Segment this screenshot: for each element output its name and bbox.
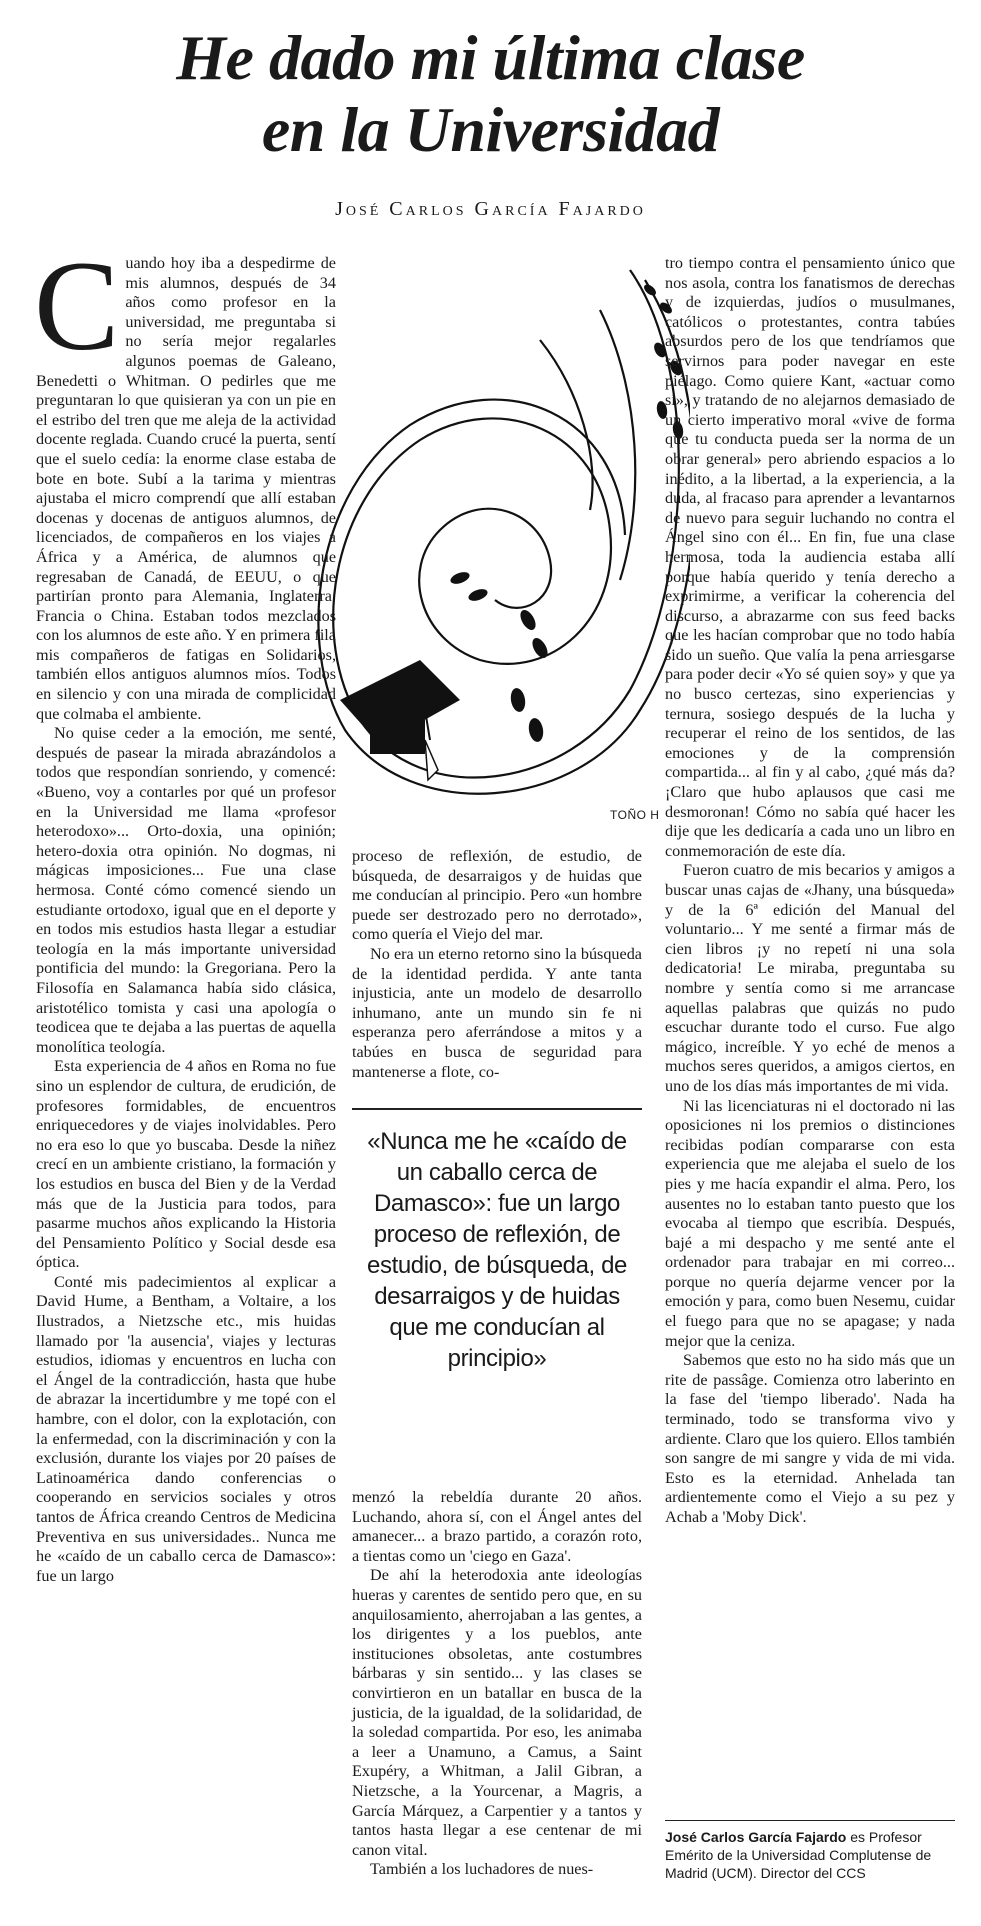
article-column-1 [34,235,336,1586]
paragraph: Fueron cuatro de mis becarios y amigos a buscar unas cajas de «Jhany, una búsqueda» y de la 6ª edición del Manual del voluntario... Y me senté a firmar más de cien libros ¡y no repetí ni una sola dedicatoria! Le miraba, preguntaba su nombre y sentía como si me arrancase aquellas palabras que quizás no pudo escuchar durante todo el curso. Fue algo mágico, increíble. Y yo eché de menos a muchos seres queridos, a amigos ciertos, en uno de los días más importantes de mi vida. [665,861,955,1095]
paragraph: proceso de reflexión, de estudio, de búsqueda, de desarraigos y de huidas que me conducían al principio. Pero «un hombre puede ser destrozado pero no derrotado», como quería el Viejo del mar. [352,847,642,944]
bio-divider [665,1820,955,1821]
paragraph: Cuando hoy iba a despedirme de mis alumnos, después de 34 años como profesor en la universidad, me preguntaba si no sería mejor regalarles algunos poemas de Galeano, Benedetti o Whitman. O pedirles que me preguntaran lo que quisieran ya con un pie en el estribo del tren que me aleja de la actividad docente reglada. Cuando crucé la puerta, sentí que el suelo cedía: la enorme clase estaba de bote en bote. Subí a la tarima y mientras ajustaba el micro comprendí que allí estaban docenas y docenas de antiguos alumnos, de licenciados, de compañeros en los viajes a África y a América, de alumnos que regresaban de Canadá, de EEUU, o que partirían pronto para Alemania, Inglaterra, Francia o China. Estaban todos mezclados con los alumnos de este año. Y en primera fila mis compañeros de fatigas en Solidarios, también ellos antiguos alumnos míos. Todos en silencio y con una mirada de complicidad que colmaba el ambiente. [34,235,336,723]
illustration-credit: TOÑO H [610,808,660,822]
paragraph: Esta experiencia de 4 años en Roma no fue sino un esplendor de cultura, de erudición, de profesores formidables, de encuentros enriquecedores y de viajes inolvidables. Pero no era eso lo que yo buscaba. Desde la niñez crecí en un ambiente cristiano, la formación y los estudios en busca del Bien y de la Verdad más que de la Justicia para todos, para pasarme muchos años explicando la Historia del Pensamiento Político y Social desde esa óptica. [36,1057,336,1272]
drop-cap: C [34,235,120,377]
article-column-2-bottom [352,1488,642,1880]
author-bio [665,1828,955,1882]
paragraph: No quise ceder a la emoción, me senté, después de pasear la mirada abrazándolos a todos que respondían sonriendo, y comencé: «Bueno, voy a contarles por qué un profesor en la Universidad me llama «profesor heterodoxo»... Orto-doxia, una opinión; hetero-doxia otra opinión. No dogmas, ni mágicas imposiciones... Fue una clase hermosa. Conté cómo comencé siendo un estudiante ortodoxo, igual que en el deporte y en todos mis estudios hasta llegar a estudiar teología en la más importante universidad pontificia del mundo: la Gregoriana. Pero la Filosofía en Salamanca había sido clásica, aristotélico tomista y casi una apología o teodicea que te dejaba a las puertas de aquella monolítica teología. [36,724,336,1056]
paragraph: No era un eterno retorno sino la búsqueda de la identidad perdida. Y ante tanta injusticia, ante un modelo de desarrollo inhumano, ante un mundo sin fe ni esperanza pero aferrándose a mitos y a tabúes en busca de seguridad para mantenerse a flote, co- [352,944,642,1081]
spiral-footprints-illustration [300,250,690,828]
author-name: José Carlos García Fajardo [665,1829,847,1845]
title-line-2: en la Universidad [261,94,720,165]
paragraph: También a los luchadores de nues- [370,1860,594,1879]
byline: José Carlos García Fajardo [335,198,646,220]
paragraph: Conté mis padecimientos al explicar a David Hume, a Bentham, a Voltaire, a los Ilustrados, a Nietzsche etc., mis huidas llamado por 'la ausencia', viajes y lecturas estudios, idiomas y encuentros en lucha con el Ángel de la contradicción, hasta que hube de abrazar la incertidumbre y me topé con el hambre, con el dolor, con la explotación, con la enfermedad, con la discriminación y con la exclusión, durante los viajes por 20 países de Latinoamérica dando conferencias o cooperando en servicios sociales y otros tantos de África creando Centros de Medicina Preventiva en sus universidades.. Nunca me he «caído de un caballo cerca de Damasco»: fue un largo [36,1272,336,1585]
paragraph: Sabemos que esto no ha sido más que un rite de passâge. Comienza otro laberinto en la fase del 'tiempo liberado'. Nada ha terminado, todo se transforma vivo y ardiente. Claro que los quiero. Ellos también son sangre de mi sangre y vida de mi vida. Esto es la eternidad. Anhelada tan ardientemente como el Viejo a su pez y Achab a 'Moby Dick'. [665,1351,955,1526]
spiral-line [540,340,593,510]
spiral-line [600,310,635,580]
paragraph: tro tiempo contra el pensamiento único que nos asola, contra los fanatismos de derechas y de izquierdas, judíos o musulmanes, católicos o protestantes, contra tabúes absurdos pero de los que tendríamos que servirnos para poder navegar en este piélago. Como quiere Kant, «actuar como si», y tratando de no alejarnos demasiado de un cierto imperativo moral «vive de forma que tu conducta pueda ser la norma de un obrar general» pero abriendo espacios a lo inédito, a la libertad, a la experiencia, a la duda, al fracaso para aprender a levantarnos de nuevo para seguir luchando no contra el Ángel sino con él... En fin, fue una clase hermosa, toda la audiencia estaba allí porque había querido y tenía derecho a exprimirme, a verificar la coherencia del discurso, a abrazarme con sus feed backs que les hacían comprobar que no todo había sido un sueño. Que valía la pena arriesgarse para poder decir «Yo sé quien soy» y que ya no busco certezas, sino experiencias y ternura, sosiego después de la lucha y recuperar el reino de los sentidos, de las emociones y de la comprensión compartida... al fin y al cabo, ¿qué más da? ¡Claro que hubo aplausos que casi me desmoronan! Cómo no sabía qué hacer les dije que les dedicaría a cada uno un libro en conmemoración de este día. [665,254,955,860]
paragraph: Ni las licenciaturas ni el doctorado ni las oposiciones ni los premios o distinciones recibidas podían compararse con esta experiencia que me alejaba el suelo de los pies y me hacía expandir el alma. Pero, los ausentes no lo estaban tanto puesto que los evocaba al tiempo que escribía. Después, bajé a mi despacho y me senté ante el ordenador para trabajar en mi correo... porque no quería dejarme vencer por la emoción y para, como buen Nesemu, cuidar el fuego para que no se apagase; y nada mejor que la ceniza. [665,1096,955,1350]
pull-quote: «Nunca me he «caído de un caballo cerca de Damasco»: fue un largo proceso de reflexión, de estudio, de búsqueda, de desarraigos y de huidas que me conducían al principio» [352,1108,642,1374]
article-column-2-top [352,847,642,1082]
paragraph: menzó la rebeldía durante 20 años. Luchando, ahora sí, con el Ángel antes del amanecer... a brazo partido, a corazón roto, a tientas como un 'ciego en Gaza'. [352,1488,642,1565]
article-title [0,22,981,166]
graduation-cap-icon [340,660,460,780]
footprints [449,282,685,743]
article-column-3 [665,254,955,1528]
title-line-1: He dado mi última clase [176,22,805,93]
paragraph: De ahí la heterodoxia ante ideologías hueras y carentes de sentido pero que, en su anquilosamiento, aherrojaban a las gentes, a los dirigentes y a los pueblos, ante instituciones obsoletas, ante costumbres bárbaras y sin sentido... y las clases se convirtieron en un batallar en busca de la justicia, de la igualdad, de la solidaridad, de la soledad compartida. Por eso, les animaba a leer a Unamuno, a Camus, a Saint Exupéry, a Whitman, a Jalil Gibran, a Nietzsche, a la Yourcenar, a Magris, a García Márquez, a Carpentier y a tantos y tantos hasta llegar a ese centenar de mi canon vital. [352,1566,642,1859]
author-bio-text: es Profesor Emérito de la Universidad Complutense de Madrid (UCM). Director del CCS [665,1829,932,1881]
